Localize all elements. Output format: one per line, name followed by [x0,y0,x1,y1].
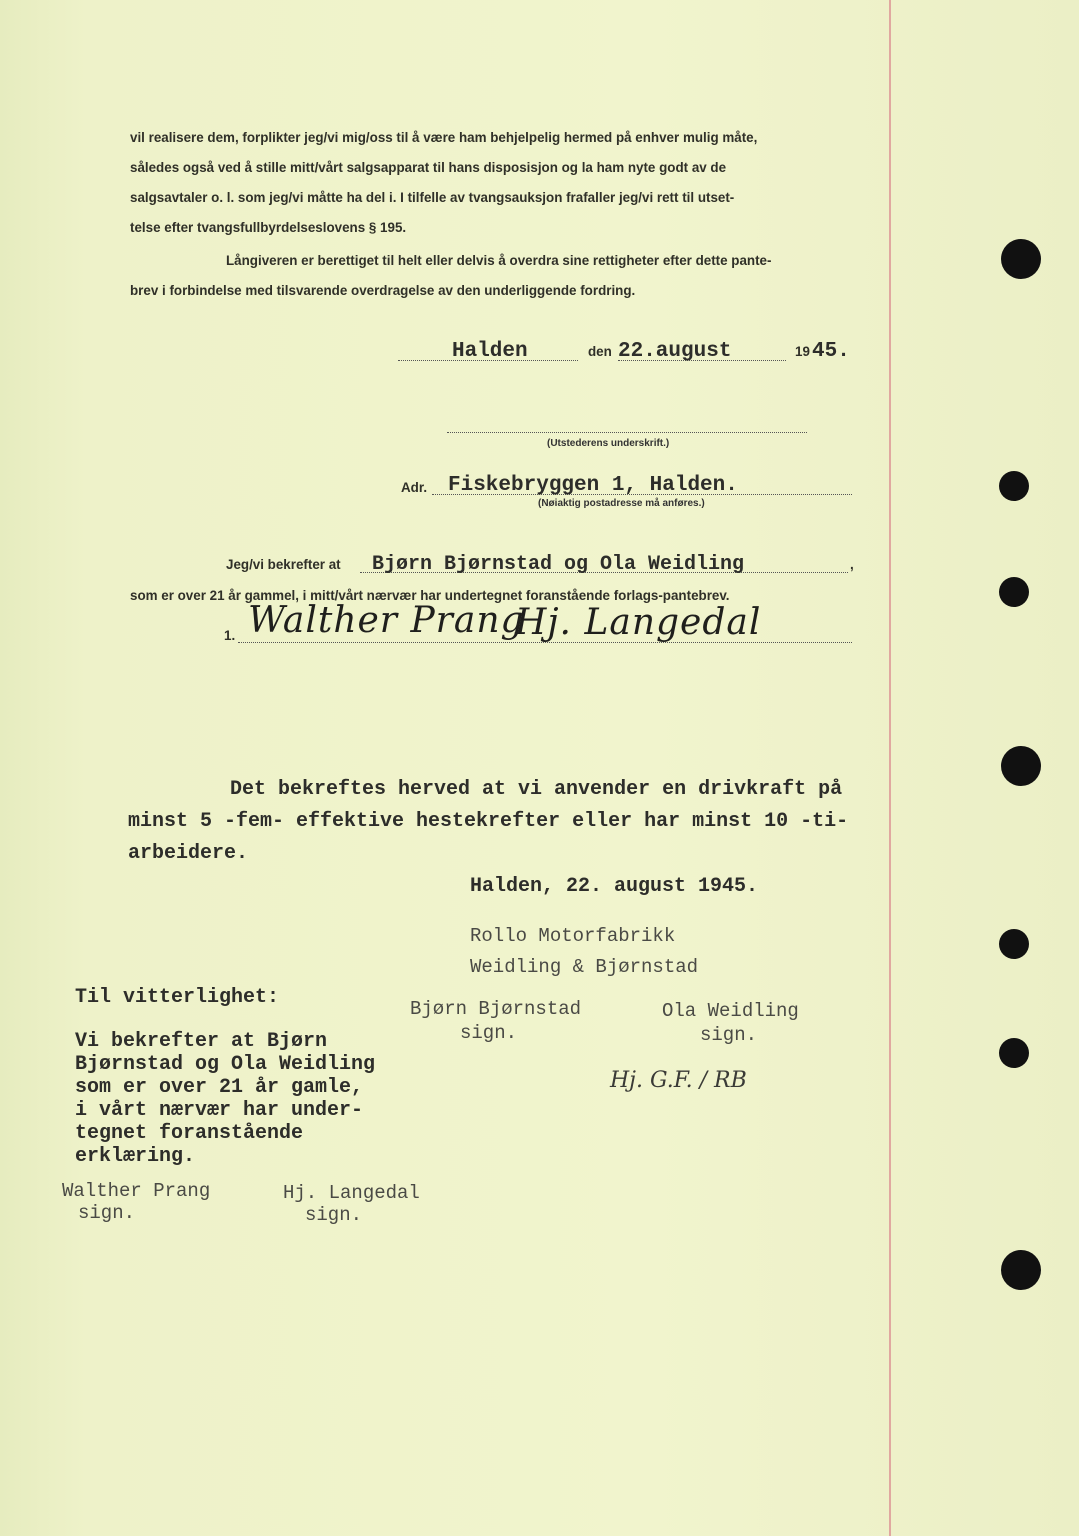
date-value: 22.august [618,340,732,363]
binder-hole [999,471,1029,501]
body-text-line: brev i forbindelse med tilsvarende overdragelse av den underliggende fordring. [130,283,636,298]
binder-hole [1001,239,1041,279]
body-text-line: således også ved å stille mitt/vårt salgsapparat til hans disposisjon og la ham nyte godt av de [130,160,727,175]
signer-1-name: Bjørn Bjørnstad [410,998,582,1020]
body-text-line: Långiveren er berettiget til helt eller delvis å overdra sine rettigheter efter dette pante- [226,253,772,268]
company-name: Rollo Motorfabrikk [470,925,676,947]
company-owners: Weidling & Bjørnstad [470,956,699,978]
binder-hole [1001,1250,1041,1290]
declaration-line: Det bekreftes herved at vi anvender en drivkraft på [230,778,843,801]
place-value: Halden [452,340,528,363]
witness-names: Bjørn Bjørnstad og Ola Weidling [372,553,745,576]
witness-prefix: Jeg/vi bekrefter at [226,557,341,572]
witness-statement: som er over 21 år gammel, i mitt/vårt nærvær har undertegnet foranstående forlags-pantebrev. [130,588,730,603]
year-suffix: 45. [812,340,850,363]
attestation-witness-1-name: Walther Prang [62,1180,211,1202]
attestation-line: tegnet foranstående [75,1122,304,1145]
attestation-line: erklæring. [75,1145,196,1168]
handwritten-initials: Hj. G.F. / RB [610,1068,747,1093]
attestation-line: som er over 21 år gamle, [75,1076,364,1099]
body-text-line: salgsavtaler o. l. som jeg/vi måtte ha del i. I tilfelle av tvangsauksjon frafaller jeg/vi rett til utset- [130,190,735,205]
witness-signature-1: Walther Prang [248,600,525,641]
address-value: Fiskebryggen 1, Halden. [448,474,738,497]
address-label: Adr. [401,480,428,495]
declaration-line: minst 5 -fem- effektive hestekrefter eller har minst 10 -ti- [128,810,849,833]
signer-2-sign: sign. [700,1024,758,1046]
attestation-witness-1-sign: sign. [78,1202,136,1224]
binder-hole [999,1038,1029,1068]
body-text-line: telse efter tvangsfullbyrdelseslovens § 195. [130,220,407,235]
witness-number: 1. [224,628,236,643]
year-prefix: 19 [795,344,810,359]
binder-hole [999,929,1029,959]
declaration-line: arbeidere. [128,842,249,865]
body-text-line: vil realisere dem, forplikter jeg/vi mig/oss til å være ham behjelpelig hermed på enhver mulig måte, [130,130,758,145]
attestation-heading: Til vitterlighet: [75,986,280,1009]
margin-rule [889,0,891,1536]
witness-signature-2: Hj. Langedal [515,602,762,643]
attestation-witness-2-name: Hj. Langedal [283,1182,420,1204]
den-label: den [588,344,612,359]
attestation-line: Bjørnstad og Ola Weidling [75,1053,376,1076]
witness-comma: , [850,557,854,572]
address-note: (Nøiaktig postadresse må anføres.) [538,498,705,509]
attestation-line: Vi bekrefter at Bjørn [75,1030,328,1053]
signer-2-name: Ola Weidling [662,1000,799,1022]
declaration-place-date: Halden, 22. august 1945. [470,875,759,898]
issuer-signature-label: (Utstederens underskrift.) [547,438,670,449]
binder-hole [999,577,1029,607]
binder-hole [1001,746,1041,786]
signature-dotline [447,432,807,433]
attestation-line: i vårt nærvær har under- [75,1099,364,1122]
signer-1-sign: sign. [460,1022,518,1044]
attestation-witness-2-sign: sign. [305,1204,363,1226]
